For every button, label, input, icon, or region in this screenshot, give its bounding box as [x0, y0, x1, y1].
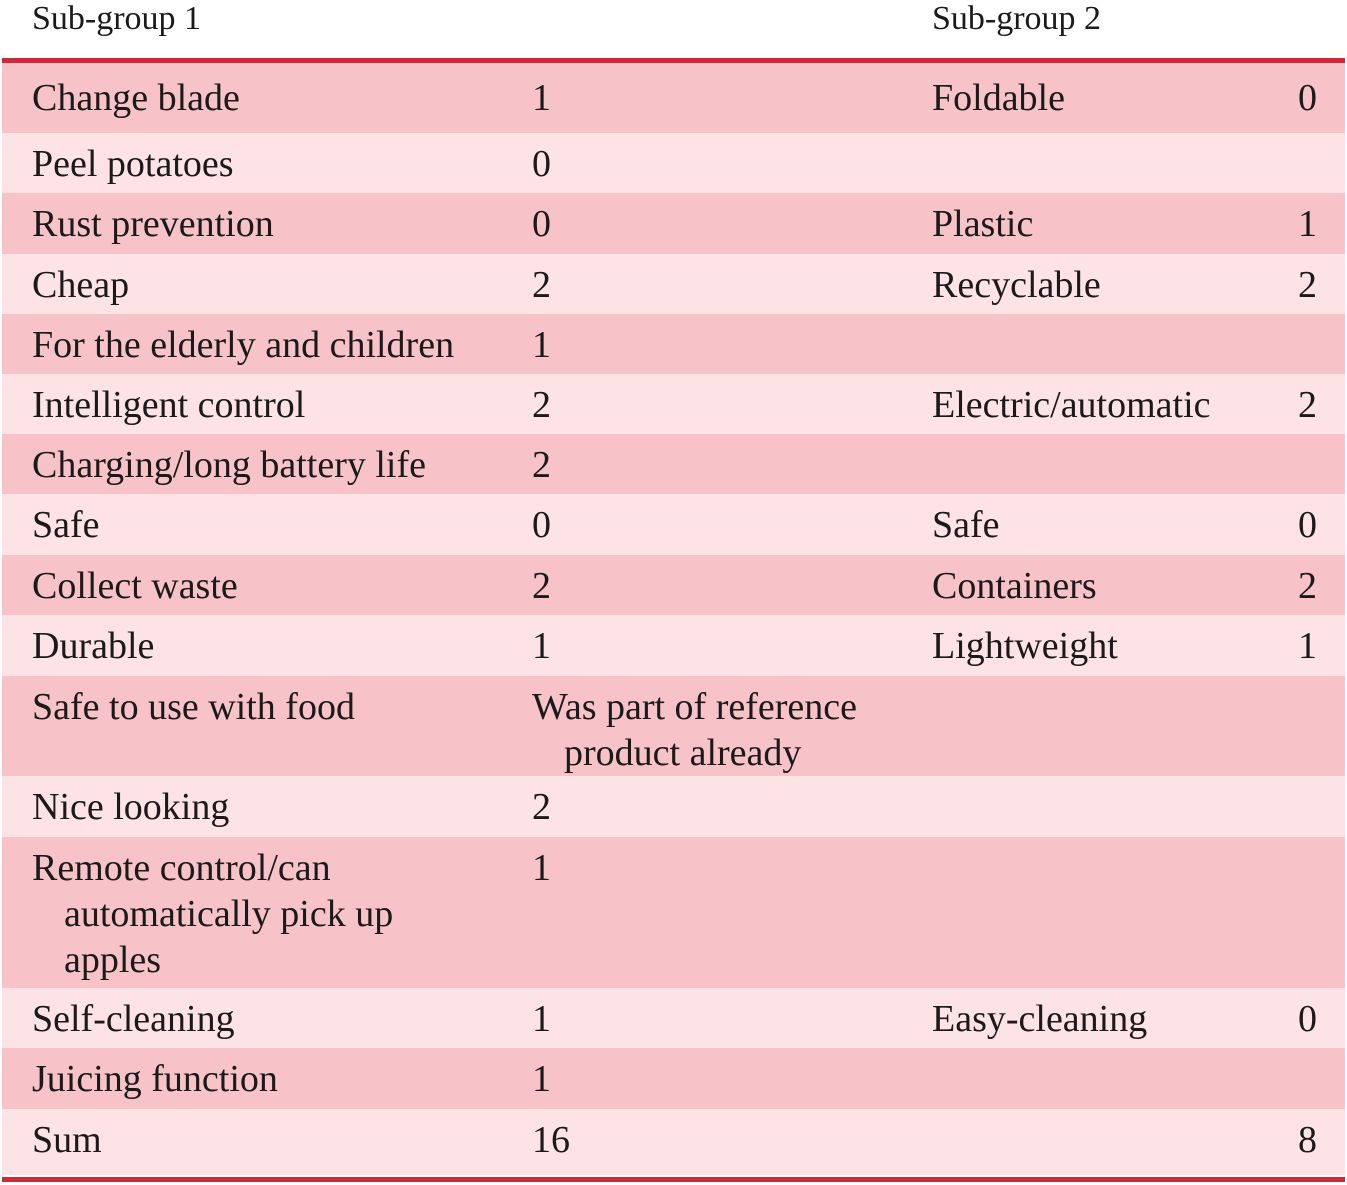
feature-2: Lightweight: [932, 625, 1118, 667]
table-row: [2, 837, 1345, 988]
feature-1: Juicing function: [32, 1058, 278, 1100]
feature-1: Charging/long battery life: [32, 444, 426, 486]
value-1: 2: [532, 384, 551, 426]
table-row: [2, 63, 1345, 133]
value-1: 1: [532, 625, 551, 667]
value-1: 2: [532, 444, 551, 486]
header-sub-group-1: Sub-group 1: [32, 0, 202, 37]
feature-1: Rust prevention: [32, 203, 274, 245]
feature-1: For the elderly and children: [32, 324, 455, 366]
header-sub-group-2: Sub-group 2: [932, 0, 1102, 37]
value-2: 2: [1298, 565, 1317, 607]
feature-1: Intelligent control: [32, 384, 306, 426]
feature-2: Electric/automatic: [932, 384, 1211, 426]
feature-1: Safe: [32, 504, 100, 546]
value-1: 2: [532, 565, 551, 607]
value-1: 1: [532, 77, 551, 119]
value-1: 0: [532, 504, 551, 546]
table-row: [2, 615, 1345, 676]
value-1: 1: [532, 1058, 551, 1100]
feature-1: Collect waste: [32, 565, 238, 607]
feature-1: Durable: [32, 625, 155, 667]
feature-2: Foldable: [932, 77, 1065, 119]
value-1: 1: [532, 847, 551, 889]
feature-1: Cheap: [32, 264, 130, 306]
table-row: [2, 988, 1345, 1048]
value-2: 2: [1298, 384, 1317, 426]
table-header: [0, 0, 1347, 58]
sum-value-2: 8: [1298, 1119, 1317, 1161]
feature-2: Easy-cleaning: [932, 998, 1148, 1040]
value-1: 2: [532, 786, 551, 828]
feature-1: Change blade: [32, 77, 240, 119]
feature-1: Remote control/can automatically pick up apples: [32, 847, 394, 981]
value-2: 1: [1298, 203, 1317, 245]
table-body: [2, 63, 1345, 1175]
table-row: [2, 494, 1345, 555]
feature-2: Plastic: [932, 203, 1034, 245]
table-row: [2, 374, 1345, 434]
table-row: [2, 676, 1345, 776]
table-row: [2, 193, 1345, 254]
value-2: 2: [1298, 264, 1317, 306]
value-1: 1: [532, 324, 551, 366]
table-row: [2, 434, 1345, 494]
value-1: Was part of reference product already: [532, 686, 858, 774]
sum-label: Sum: [32, 1119, 102, 1161]
value-2: 1: [1298, 625, 1317, 667]
value-2: 0: [1298, 998, 1317, 1040]
feature-1: Nice looking: [32, 786, 230, 828]
feature-2: Safe: [932, 504, 1000, 546]
value-1: 0: [532, 203, 551, 245]
value-1: 0: [532, 143, 551, 185]
table-row-sum: [2, 1109, 1345, 1175]
value-2: 0: [1298, 504, 1317, 546]
table-row: [2, 254, 1345, 314]
sum-value-1: 16: [532, 1119, 570, 1161]
value-2: 0: [1298, 77, 1317, 119]
value-1: 1: [532, 998, 551, 1040]
feature-2: Containers: [932, 565, 1097, 607]
table-row: [2, 776, 1345, 837]
value-1: 2: [532, 264, 551, 306]
feature-1: Self-cleaning: [32, 998, 235, 1040]
table-row: [2, 314, 1345, 374]
table-row: [2, 555, 1345, 615]
bottom-rule: [2, 1177, 1345, 1182]
feature-2: Recyclable: [932, 264, 1101, 306]
feature-1: Safe to use with food: [32, 686, 355, 728]
table-row: [2, 1048, 1345, 1109]
feature-1: Peel potatoes: [32, 143, 234, 185]
table-row: [2, 133, 1345, 193]
